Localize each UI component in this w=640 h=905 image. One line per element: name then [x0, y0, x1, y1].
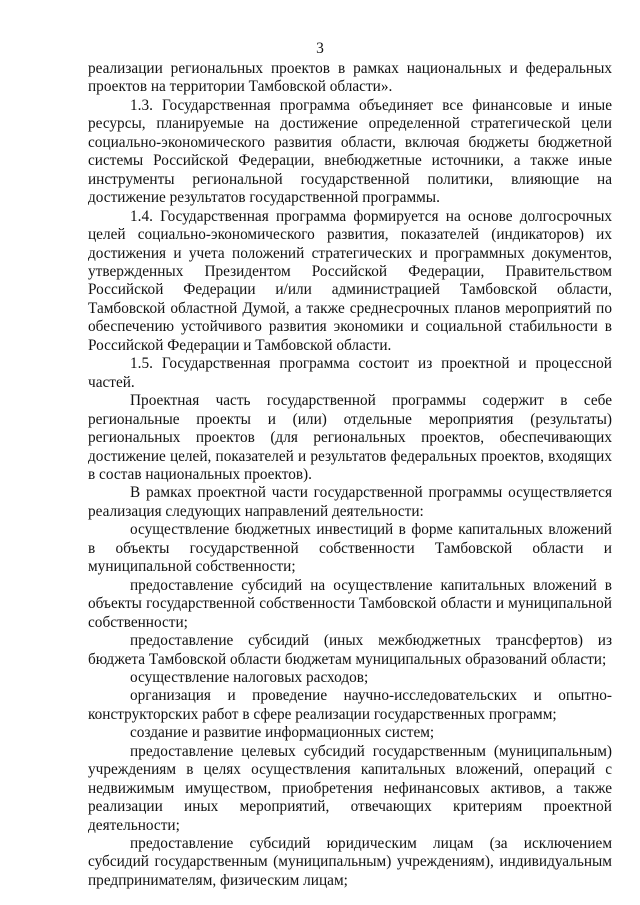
list-item-targeted-subsidies: предоставление целевых субсидий государственным (муниципальным) учреждениям в целях осуществления капитальных вложений, операций с недвижимым имуществом, приобретения нефинансовых активов, а также реализации иных мероприятий, отвечающих критериям проектной деятельности; — [88, 742, 612, 834]
paragraph-1-4: 1.4. Государственная программа формируется на основе долгосрочных целей социально-экономического развития, показателей (индикаторов) их достижения и учета положений стратегических и программных документов, утвержденных Президентом Российской Федерации, Правительством Российской Федерации и/или администрацией Тамбовской области, Тамбовской областной Думой, а также среднесрочных планов мероприятий по обеспечению устойчивого развития экономики и социальной стабильности в Российской Федерации и Тамбовской области. — [88, 207, 612, 354]
list-item-tax-expenditures: осуществление налоговых расходов; — [130, 668, 369, 686]
list-item-budget-investments: осуществление бюджетных инвестиций в форме капитальных вложений в объекты государственной собственности Тамбовской области и муниципальной собственности; — [88, 521, 612, 576]
page-number: 3 — [316, 40, 324, 57]
paragraph-project-part: Проектная часть государственной программы содержит в себе региональные проекты и (или) отдельные мероприятия (результаты) региональных проектов (для региональных проектов, обеспечивающих достижение целей, показателей и результатов федеральных проектов, входящих в состав национальных проектов). — [88, 392, 612, 483]
paragraph-directions-intro: В рамках проектной части государственной программы осуществляется реализация следующих направлений деятельности: — [88, 484, 612, 520]
list-item-research-works: организация и проведение научно-исследовательских и опытно-конструкторских работ в сфере реализации государственных программ; — [88, 687, 612, 723]
paragraph-1-3: 1.3. Государственная программа объединяет все финансовые и иные ресурсы, планируемые на достижение определенной стратегической цели социально-экономического развития области, включая бюджеты бюджетной системы Российской Федерации, внебюджетные источники, а также иные инструменты региональной государственной политики, влияющие на достижение результатов государственной программы. — [88, 96, 612, 207]
paragraph-1-5: 1.5. Государственная программа состоит из проектной и процессной частей. — [88, 355, 612, 391]
document-body — [88, 60, 612, 890]
list-item-information-systems: создание и развитие информационных систем; — [130, 724, 435, 742]
list-item-legal-entity-subsidies: предоставление субсидий юридическим лицам (за исключением субсидий государственным (муниципальным) учреждениям), индивидуальным предпринимателям, физическим лицам; — [88, 835, 612, 889]
list-item-interbudget-transfers: предоставление субсидий (иных межбюджетных трансфертов) из бюджета Тамбовской области бюджетам муниципальных образований области; — [88, 632, 612, 668]
list-item-capital-subsidies: предоставление субсидий на осуществление капитальных вложений в объекты государственной собственности Тамбовской области и муниципальной собственности; — [88, 576, 612, 631]
paragraph-continuation: реализации региональных проектов в рамках национальных и федеральных проектов на территории Тамбовской области». — [88, 60, 612, 96]
